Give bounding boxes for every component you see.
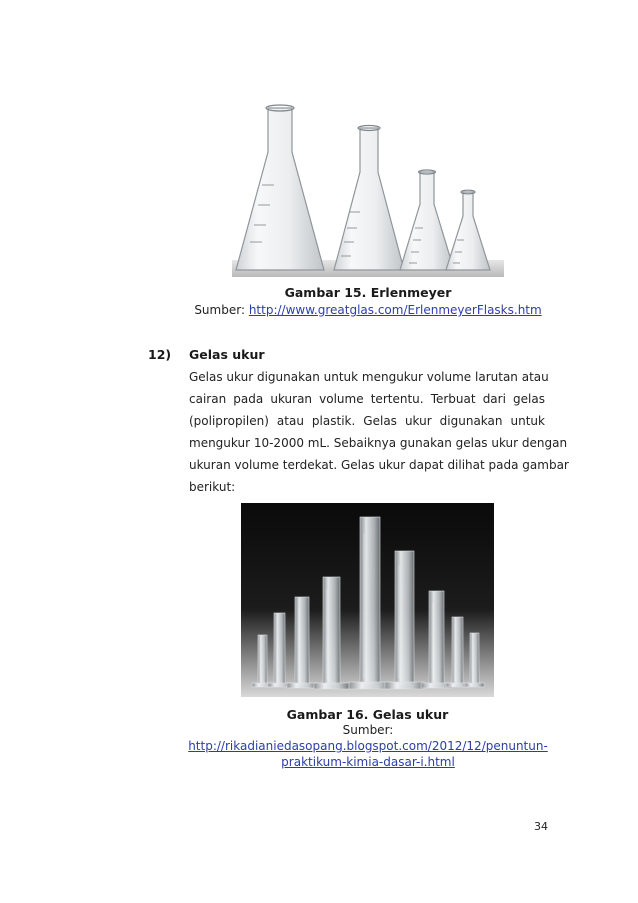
figure-15-source (178, 303, 558, 317)
figure-16-source-link-line1[interactable]: http://rikadianiedasopang.blogspot.com/2012/12/penuntun- (188, 739, 548, 753)
figure-15-caption: Gambar 15. Erlenmeyer (284, 285, 452, 300)
figure-15-source-link[interactable]: http://www.greatglas.com/ErlenmeyerFlasks.htm (248, 303, 542, 317)
paragraph-line: Gelas ukur digunakan untuk mengukur volume larutan atau (189, 370, 549, 384)
paragraph-line: cairan pada ukuran volume tertentu. Terbuat dari gelas (189, 392, 545, 406)
figure-16-source-link[interactable] (168, 739, 568, 753)
graduated-cylinders-image (241, 503, 494, 697)
section-paragraph (189, 366, 569, 498)
page-number: 34 (534, 820, 548, 833)
paragraph-line: berikut: (189, 480, 236, 494)
figure-16-caption: Gambar 16. Gelas ukur (286, 707, 449, 722)
section-title: Gelas ukur (189, 347, 265, 362)
paragraph-line: (polipropilen) atau plastik. Gelas ukur digunakan untuk (189, 414, 545, 428)
figure-15-source-label: Sumber: (194, 303, 249, 317)
section-number: 12) (148, 347, 172, 362)
figure-16-source-link-cont[interactable] (168, 755, 568, 769)
paragraph-line: ukuran volume terdekat. Gelas ukur dapat dilihat pada gambar (189, 458, 569, 472)
erlenmeyer-flasks-image (232, 100, 504, 277)
paragraph-line: mengukur 10-2000 mL. Sebaiknya gunakan gelas ukur dengan (189, 436, 568, 450)
figure-16-source-label: Sumber: (342, 723, 394, 737)
figure-16-source-link-line2[interactable]: praktikum-kimia-dasar-i.html (281, 755, 455, 769)
